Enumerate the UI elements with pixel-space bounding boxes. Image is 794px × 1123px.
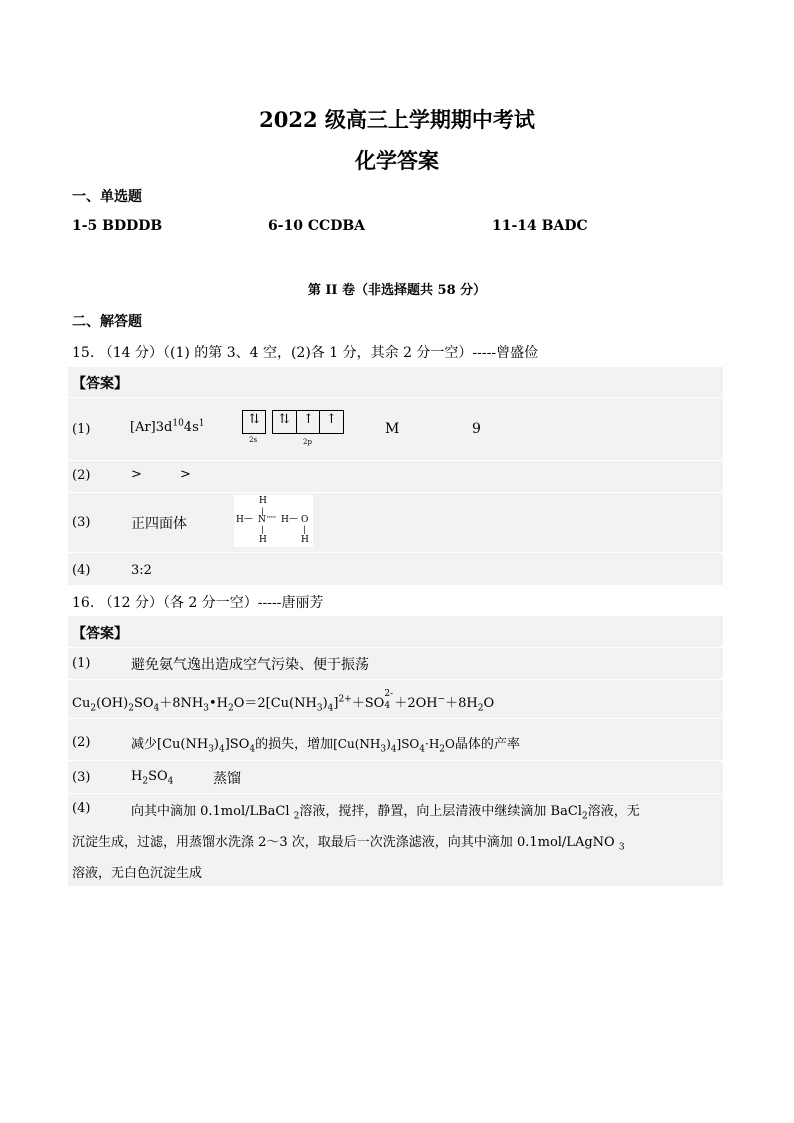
section1-heading: 一、单选题 bbox=[72, 189, 142, 205]
up-down-arrow-icon: ⇅ bbox=[279, 412, 290, 427]
q16-answer-label: 【答案】 bbox=[72, 626, 128, 642]
q16-4-answer-line3: 溶液，无白色沉淀生成 bbox=[72, 866, 203, 881]
h-left: H bbox=[236, 515, 244, 525]
q16-header: 16. （12 分）（各 2 分一空）-----唐丽芳 bbox=[72, 595, 324, 611]
q16-3-answer-1: $H_2SO_4$ bbox=[131, 769, 174, 787]
hydrogen-bond-structure: H | H — N ····· H — O | | H H bbox=[234, 495, 313, 547]
q15-1-number: (1) bbox=[72, 422, 91, 437]
orbital-2s-box bbox=[242, 410, 266, 434]
q15-1-answer-3: M bbox=[385, 421, 400, 437]
h-top: H bbox=[259, 496, 267, 506]
q15-2-answer-2: > bbox=[180, 467, 191, 482]
answer-group-1: 1-5 BDDDB bbox=[72, 218, 163, 234]
q16-1-answer: 避免氨气逸出造成空气污染、便于振荡 bbox=[131, 657, 369, 673]
q15-answer-label: 【答案】 bbox=[72, 376, 128, 392]
q16-3-number: (3) bbox=[72, 770, 91, 785]
bond-dash: — bbox=[289, 514, 298, 524]
q16-equation: $Cu_2(OH)_2SO_4+8NH_3•H_2O=2[Cu(NH_3)_4]^{2+}+SO$ 2- 4 $+2OH^-+8H_2O$ bbox=[72, 689, 495, 714]
q15-3-number: (3) bbox=[72, 515, 91, 530]
page-subtitle: 化学答案 bbox=[355, 148, 439, 173]
orbital-2s-label: 2s bbox=[249, 436, 258, 444]
hydrogen-bond-dots: ····· bbox=[266, 513, 276, 523]
q16-3-answer-2: 蒸馏 bbox=[213, 771, 241, 787]
up-down-arrow-icon: ⇅ bbox=[249, 412, 260, 427]
q16-2-answer: 减少$[Cu(NH_3)_4]SO_4$的损失，增加$[Cu(NH_3)_4]SO_4\cdot H_2O$晶体的产率 bbox=[131, 737, 520, 755]
q15-3-answer-shape: 正四面体 bbox=[131, 516, 187, 532]
section2-heading: 二、解答题 bbox=[72, 314, 142, 330]
q15-2-number: (2) bbox=[72, 468, 91, 483]
up-arrow-icon: ↑ bbox=[326, 412, 337, 427]
h-mid: H bbox=[281, 515, 289, 525]
h-bottom-left: H bbox=[259, 535, 267, 545]
q15-4-answer: 3:2 bbox=[131, 563, 152, 578]
orbital-2p-box bbox=[272, 410, 344, 434]
q16-2-number: (2) bbox=[72, 735, 91, 750]
q15-2-answer-1: > bbox=[131, 467, 142, 482]
volume2-heading: 第 II 卷（非选择题共 58 分） bbox=[307, 283, 487, 298]
q16-4-answer-line1: 向其中滴加 0.1mol/LBaCl $_2$溶液，搅拌，静置，向上层清液中继续滴加 BaCl$_2$溶液，无 bbox=[131, 804, 640, 822]
q16-4-number: (4) bbox=[72, 801, 91, 816]
h-bottom-right: H bbox=[301, 535, 309, 545]
q15-1-answer-4: 9 bbox=[472, 421, 481, 437]
answer-group-2: 6-10 CCDBA bbox=[268, 218, 366, 234]
q15-4-number: (4) bbox=[72, 563, 91, 578]
o-atom: O bbox=[301, 515, 309, 525]
q15-header: 15. （14 分）（(1) 的第 3、4 空，(2)各 1 分，其余 2 分一空）-----曾盛俭 bbox=[72, 345, 539, 361]
q16-1-number: (1) bbox=[72, 656, 91, 671]
up-arrow-icon: ↑ bbox=[303, 412, 314, 427]
n-atom: N bbox=[258, 515, 266, 525]
orbital-2p-label: 2p bbox=[303, 438, 312, 446]
q16-4-answer-line2: 沉淀生成，过滤，用蒸馏水洗涤 2～3 次，取最后一次洗涤滤液，向其中滴加 0.1mol/LAgNO $_3$ bbox=[72, 835, 625, 853]
q15-1-electron-config: $[Ar]3d^{10}4s^1$ bbox=[130, 418, 205, 435]
page-title: 2022 级高三上学期期中考试 bbox=[259, 107, 535, 132]
answer-group-3: 11-14 BADC bbox=[492, 218, 588, 234]
